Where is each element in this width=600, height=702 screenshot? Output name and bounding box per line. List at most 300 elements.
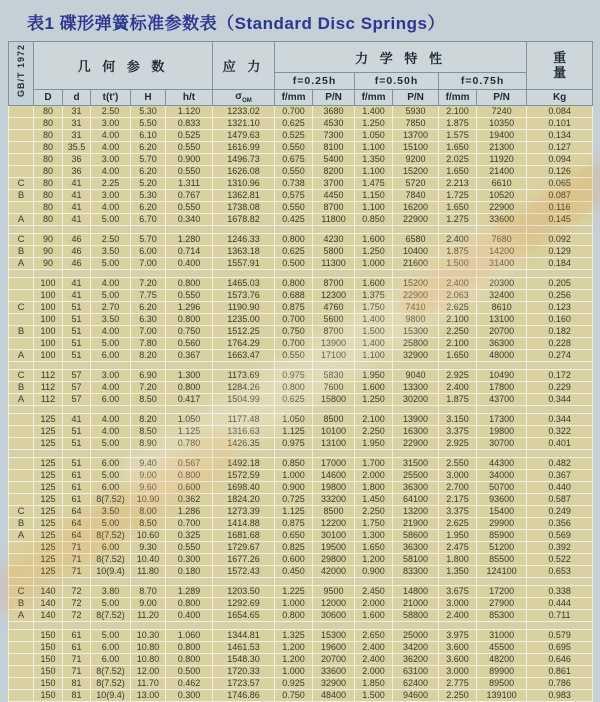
data-cell: 80 (34, 142, 63, 154)
data-cell: 2.400 (355, 654, 393, 666)
data-cell: 51 (63, 314, 91, 326)
separator-cell (527, 270, 593, 278)
data-cell: 1.000 (275, 470, 313, 482)
series-letter-cell (9, 154, 34, 166)
data-cell: 0.249 (527, 506, 593, 518)
separator-cell (439, 622, 477, 630)
data-cell: 9500 (313, 586, 355, 598)
data-cell: 1504.99 (213, 394, 275, 406)
data-cell: 46 (63, 234, 91, 246)
series-letter-cell (9, 630, 34, 642)
data-cell: 0.134 (527, 130, 593, 142)
data-cell: 0.625 (275, 246, 313, 258)
table-row (9, 202, 593, 214)
data-cell: 31 (63, 130, 91, 142)
separator-cell (166, 578, 213, 586)
data-cell: 100 (34, 278, 63, 290)
separator-cell (527, 578, 593, 586)
data-cell: 1.100 (355, 142, 393, 154)
data-cell: 19600 (313, 642, 355, 654)
table-row (9, 166, 593, 178)
data-cell: 6.00 (91, 654, 131, 666)
separator-cell (63, 450, 91, 458)
data-cell: 1233.02 (213, 106, 275, 118)
data-cell: 0.587 (527, 494, 593, 506)
col-sigma (213, 90, 275, 106)
data-cell: 2.400 (439, 278, 477, 290)
data-cell: 4.00 (91, 130, 131, 142)
data-cell: 1321.10 (213, 118, 275, 130)
data-cell: 72 (63, 586, 91, 598)
data-cell: 1.120 (166, 106, 213, 118)
data-cell: 100 (34, 314, 63, 326)
data-cell: 150 (34, 630, 63, 642)
data-cell: 2.100 (439, 338, 477, 350)
data-cell: 30700 (477, 438, 527, 450)
separator-cell (527, 226, 593, 234)
data-cell: 2.625 (439, 302, 477, 314)
data-cell: 21600 (393, 258, 439, 270)
data-cell: 36300 (477, 338, 527, 350)
data-cell: 0.126 (527, 166, 593, 178)
data-cell: 57 (63, 382, 91, 394)
table-row (9, 426, 593, 438)
data-cell: 1.200 (275, 654, 313, 666)
data-cell: 71 (63, 666, 91, 678)
data-cell: 1.350 (439, 566, 477, 578)
data-cell: 0.550 (166, 542, 213, 554)
data-cell: 58600 (393, 530, 439, 542)
data-cell: 16300 (393, 426, 439, 438)
data-cell: 1.000 (355, 258, 393, 270)
data-cell: 33600 (477, 214, 527, 226)
data-cell: 100 (34, 302, 63, 314)
data-cell: 80 (34, 154, 63, 166)
data-cell: 94600 (393, 690, 439, 702)
data-cell: 0.850 (275, 458, 313, 470)
data-cell: 1.875 (439, 118, 477, 130)
table-row (9, 678, 593, 690)
data-cell: 0.229 (527, 382, 593, 394)
data-cell: 0.861 (527, 666, 593, 678)
table-row (9, 642, 593, 654)
separator-cell (34, 450, 63, 458)
data-cell: 1.000 (275, 666, 313, 678)
separator-cell (275, 226, 313, 234)
series-letter-cell (9, 678, 34, 690)
data-cell: 0.425 (275, 214, 313, 226)
data-cell: 0.833 (166, 118, 213, 130)
data-cell: 0.575 (275, 190, 313, 202)
data-cell: 48200 (477, 654, 527, 666)
data-cell: 6580 (393, 234, 439, 246)
data-cell: 3.150 (439, 414, 477, 426)
data-cell: 5800 (313, 246, 355, 258)
data-cell: 1292.69 (213, 598, 275, 610)
data-cell: 25800 (393, 338, 439, 350)
series-letter-cell (9, 142, 34, 154)
data-cell: 3.00 (91, 154, 131, 166)
data-cell: 15200 (393, 278, 439, 290)
data-cell: 0.550 (166, 166, 213, 178)
separator-row (9, 622, 593, 630)
col-f-050: f/mm (355, 90, 393, 106)
separator-cell (34, 270, 63, 278)
data-cell: 0.101 (527, 118, 593, 130)
separator-cell (63, 362, 91, 370)
series-letter-cell: A (9, 350, 34, 362)
data-cell: 0.800 (166, 278, 213, 290)
data-cell: 0.344 (527, 414, 593, 426)
data-cell: 10(9.4) (91, 566, 131, 578)
data-cell: 4.00 (91, 414, 131, 426)
data-cell: 51 (63, 458, 91, 470)
data-cell: 2.625 (439, 518, 477, 530)
data-cell: 85300 (477, 610, 527, 622)
data-cell: 1.000 (275, 598, 313, 610)
data-cell: 19400 (477, 130, 527, 142)
data-cell: 1.325 (275, 630, 313, 642)
data-cell: 71 (63, 542, 91, 554)
data-cell: 0.714 (166, 246, 213, 258)
data-cell: 2.175 (439, 494, 477, 506)
data-cell: 19500 (313, 542, 355, 554)
series-letter-cell: C (9, 302, 34, 314)
data-cell: 0.800 (166, 314, 213, 326)
series-letter-cell: B (9, 326, 34, 338)
data-cell: 12200 (313, 518, 355, 530)
series-letter-cell: A (9, 258, 34, 270)
f-level-075: f=0.75h (439, 73, 527, 90)
separator-cell (131, 362, 166, 370)
data-cell: 9.60 (131, 482, 166, 494)
series-letter-cell: B (9, 190, 34, 202)
data-cell: 36300 (393, 482, 439, 494)
series-letter-cell (9, 426, 34, 438)
separator-cell (91, 406, 131, 414)
data-cell: 0.800 (166, 654, 213, 666)
data-cell: 1.875 (439, 394, 477, 406)
data-cell: 58800 (393, 610, 439, 622)
data-cell: 2.25 (91, 178, 131, 190)
data-cell: 1479.63 (213, 130, 275, 142)
data-cell: 6.20 (131, 142, 166, 154)
data-cell: 1.200 (355, 554, 393, 566)
data-cell: 0.400 (166, 610, 213, 622)
separator-cell (477, 578, 527, 586)
data-cell: 0.579 (527, 630, 593, 642)
data-cell: 15300 (313, 630, 355, 642)
data-cell: 11.70 (131, 678, 166, 690)
data-cell: 2.775 (439, 678, 477, 690)
separator-row (9, 578, 593, 586)
data-cell: 7840 (393, 190, 439, 202)
series-letter-cell: C (9, 234, 34, 246)
data-cell: 36200 (393, 654, 439, 666)
data-cell: 41 (63, 202, 91, 214)
data-cell: 8.90 (131, 438, 166, 450)
data-cell: 1.450 (355, 494, 393, 506)
separator-cell (393, 578, 439, 586)
data-cell: 31 (63, 106, 91, 118)
data-cell: 0.417 (166, 394, 213, 406)
data-cell: 15400 (477, 506, 527, 518)
data-cell: 46 (63, 258, 91, 270)
data-cell: 6.00 (91, 458, 131, 470)
data-cell: 0.800 (166, 642, 213, 654)
data-cell: 11.20 (131, 610, 166, 622)
data-cell: 1.400 (355, 106, 393, 118)
data-cell: 1.050 (355, 130, 393, 142)
data-cell: 0.440 (527, 482, 593, 494)
data-cell: 81 (63, 690, 91, 702)
data-cell: 15800 (313, 394, 355, 406)
table-body (9, 106, 593, 702)
series-letter-cell: B (9, 598, 34, 610)
mechanical-group-header: 力 学 特 性 (275, 42, 527, 73)
data-cell: 0.695 (527, 642, 593, 654)
data-cell: 0.550 (166, 290, 213, 302)
data-cell: 0.362 (166, 494, 213, 506)
data-cell: 51 (63, 350, 91, 362)
data-cell: 0.786 (527, 678, 593, 690)
separator-cell (439, 270, 477, 278)
data-cell: 0.256 (527, 290, 593, 302)
table-row (9, 118, 593, 130)
data-cell: 6.00 (91, 394, 131, 406)
data-cell: 11800 (313, 214, 355, 226)
separator-cell (91, 362, 131, 370)
data-cell: 45500 (477, 642, 527, 654)
data-cell: 5.00 (91, 470, 131, 482)
data-cell: 125 (34, 518, 63, 530)
data-cell: 9800 (393, 314, 439, 326)
data-cell: 6.30 (131, 314, 166, 326)
data-cell: 13200 (393, 506, 439, 518)
separator-row (9, 406, 593, 414)
data-cell: 4.00 (91, 382, 131, 394)
data-cell: 6.00 (91, 542, 131, 554)
data-cell: 0.800 (275, 382, 313, 394)
data-cell: 1.100 (355, 166, 393, 178)
data-cell: 64 (63, 518, 91, 530)
data-cell: 1738.08 (213, 202, 275, 214)
separator-cell (34, 362, 63, 370)
data-cell: 1548.30 (213, 654, 275, 666)
separator-cell (393, 270, 439, 278)
table-row (9, 506, 593, 518)
data-cell: 1.400 (355, 338, 393, 350)
data-cell: 0.482 (527, 458, 593, 470)
data-cell: 62400 (393, 678, 439, 690)
data-cell: 31000 (477, 630, 527, 642)
separator-cell (166, 406, 213, 414)
data-cell: 125 (34, 426, 63, 438)
separator-cell (91, 622, 131, 630)
data-cell: 10.90 (131, 494, 166, 506)
table-row (9, 610, 593, 622)
data-cell: 100 (34, 326, 63, 338)
data-cell: 8.20 (131, 350, 166, 362)
data-cell: 17200 (477, 586, 527, 598)
data-cell: 1.650 (439, 166, 477, 178)
separator-cell (477, 406, 527, 414)
data-cell: 5400 (313, 154, 355, 166)
data-cell: 0.567 (166, 458, 213, 470)
standard-label-cell (9, 42, 34, 106)
separator-cell (275, 622, 313, 630)
series-letter-cell (9, 654, 34, 666)
separator-cell (91, 226, 131, 234)
separator-cell (275, 578, 313, 586)
table-row (9, 554, 593, 566)
data-cell: 1.200 (275, 642, 313, 654)
data-cell: 0.800 (166, 598, 213, 610)
data-cell: 9040 (393, 370, 439, 382)
data-cell: 64 (63, 506, 91, 518)
data-cell: 8.20 (131, 414, 166, 426)
data-cell: 0.560 (166, 338, 213, 350)
data-cell: 1363.18 (213, 246, 275, 258)
data-cell: 9.30 (131, 542, 166, 554)
table-row (9, 542, 593, 554)
page-title: 表1 碟形弹簧标准参数表（Standard Disc Springs） (27, 14, 445, 33)
data-cell: 21000 (393, 598, 439, 610)
data-cell: 1572.59 (213, 470, 275, 482)
data-cell: 5.00 (91, 214, 131, 226)
data-cell: 13100 (313, 438, 355, 450)
separator-cell (439, 362, 477, 370)
data-cell: 14200 (477, 246, 527, 258)
data-cell: 0.700 (275, 338, 313, 350)
data-cell: 10100 (313, 426, 355, 438)
separator-cell (213, 406, 275, 414)
data-cell: 10(9.4) (91, 690, 131, 702)
data-cell: 1.600 (355, 234, 393, 246)
data-cell: 7.00 (131, 258, 166, 270)
data-cell: 20300 (477, 278, 527, 290)
data-cell: 1678.82 (213, 214, 275, 226)
data-cell: 71 (63, 654, 91, 666)
data-cell: 0.875 (275, 518, 313, 530)
data-cell: 10490 (477, 370, 527, 382)
data-cell: 0.983 (527, 690, 593, 702)
data-cell: 1.850 (355, 678, 393, 690)
data-cell: 4450 (313, 190, 355, 202)
separator-cell (91, 450, 131, 458)
table-row (9, 482, 593, 494)
data-cell: 0.550 (275, 202, 313, 214)
data-cell: 0.325 (166, 530, 213, 542)
col-D: D (34, 90, 63, 106)
series-letter-cell (9, 666, 34, 678)
separator-cell (477, 226, 527, 234)
table-row (9, 234, 593, 246)
data-cell: 51 (63, 338, 91, 350)
data-cell: 0.180 (166, 566, 213, 578)
series-letter-cell: C (9, 178, 34, 190)
data-cell: 6.70 (131, 214, 166, 226)
data-cell: 0.625 (275, 394, 313, 406)
data-cell: 5.50 (131, 118, 166, 130)
data-cell: 4.00 (91, 166, 131, 178)
data-cell: 3.000 (439, 598, 477, 610)
data-cell: 0.160 (527, 314, 593, 326)
data-cell: 21400 (477, 166, 527, 178)
table-row (9, 438, 593, 450)
data-cell: 34000 (477, 470, 527, 482)
data-cell: 1.875 (439, 246, 477, 258)
data-cell: 0.750 (275, 690, 313, 702)
table-row (9, 214, 593, 226)
separator-cell (166, 362, 213, 370)
data-cell: 1.650 (355, 542, 393, 554)
series-letter-cell (9, 414, 34, 426)
data-cell: 29800 (313, 554, 355, 566)
data-cell: 80 (34, 130, 63, 142)
data-cell: 1.475 (355, 178, 393, 190)
data-cell: 1.100 (355, 350, 393, 362)
data-cell: 1616.99 (213, 142, 275, 154)
data-cell: 0.401 (527, 438, 593, 450)
data-cell: 125 (34, 458, 63, 470)
data-cell: 112 (34, 382, 63, 394)
data-cell: 0.344 (527, 394, 593, 406)
data-cell: 0.525 (275, 130, 313, 142)
data-cell: 0.900 (166, 154, 213, 166)
series-letter-cell (9, 554, 34, 566)
col-t: t(t') (91, 90, 131, 106)
data-cell: 3.675 (439, 586, 477, 598)
separator-cell (9, 622, 34, 630)
data-cell: 8200 (313, 166, 355, 178)
data-cell: 150 (34, 666, 63, 678)
data-cell: 7.20 (131, 382, 166, 394)
data-cell: 125 (34, 566, 63, 578)
data-cell: 1.725 (439, 190, 477, 202)
separator-cell (275, 362, 313, 370)
table-row (9, 394, 593, 406)
data-cell: 4230 (313, 234, 355, 246)
table-row (9, 302, 593, 314)
data-cell: 4.00 (91, 142, 131, 154)
data-cell: 7300 (313, 130, 355, 142)
data-cell: 80 (34, 202, 63, 214)
series-letter-cell: B (9, 382, 34, 394)
data-cell: 5.00 (91, 598, 131, 610)
data-cell: 1.125 (166, 426, 213, 438)
data-cell: 44300 (477, 458, 527, 470)
series-letter-cell: A (9, 610, 34, 622)
data-cell: 0.462 (166, 678, 213, 690)
data-cell: 1.750 (355, 302, 393, 314)
separator-cell (527, 622, 593, 630)
data-cell: 1.150 (355, 190, 393, 202)
data-cell: 80 (34, 190, 63, 202)
data-cell: 85500 (477, 554, 527, 566)
data-cell: 125 (34, 554, 63, 566)
data-cell: 13100 (477, 314, 527, 326)
data-cell: 3.50 (91, 506, 131, 518)
data-cell: 19800 (477, 426, 527, 438)
data-cell: 3.600 (439, 654, 477, 666)
data-cell: 0.123 (527, 302, 593, 314)
data-cell: 0.975 (275, 438, 313, 450)
data-cell: 51 (63, 438, 91, 450)
data-cell: 12.00 (131, 666, 166, 678)
data-cell: 81 (63, 678, 91, 690)
data-cell: 0.300 (166, 690, 213, 702)
